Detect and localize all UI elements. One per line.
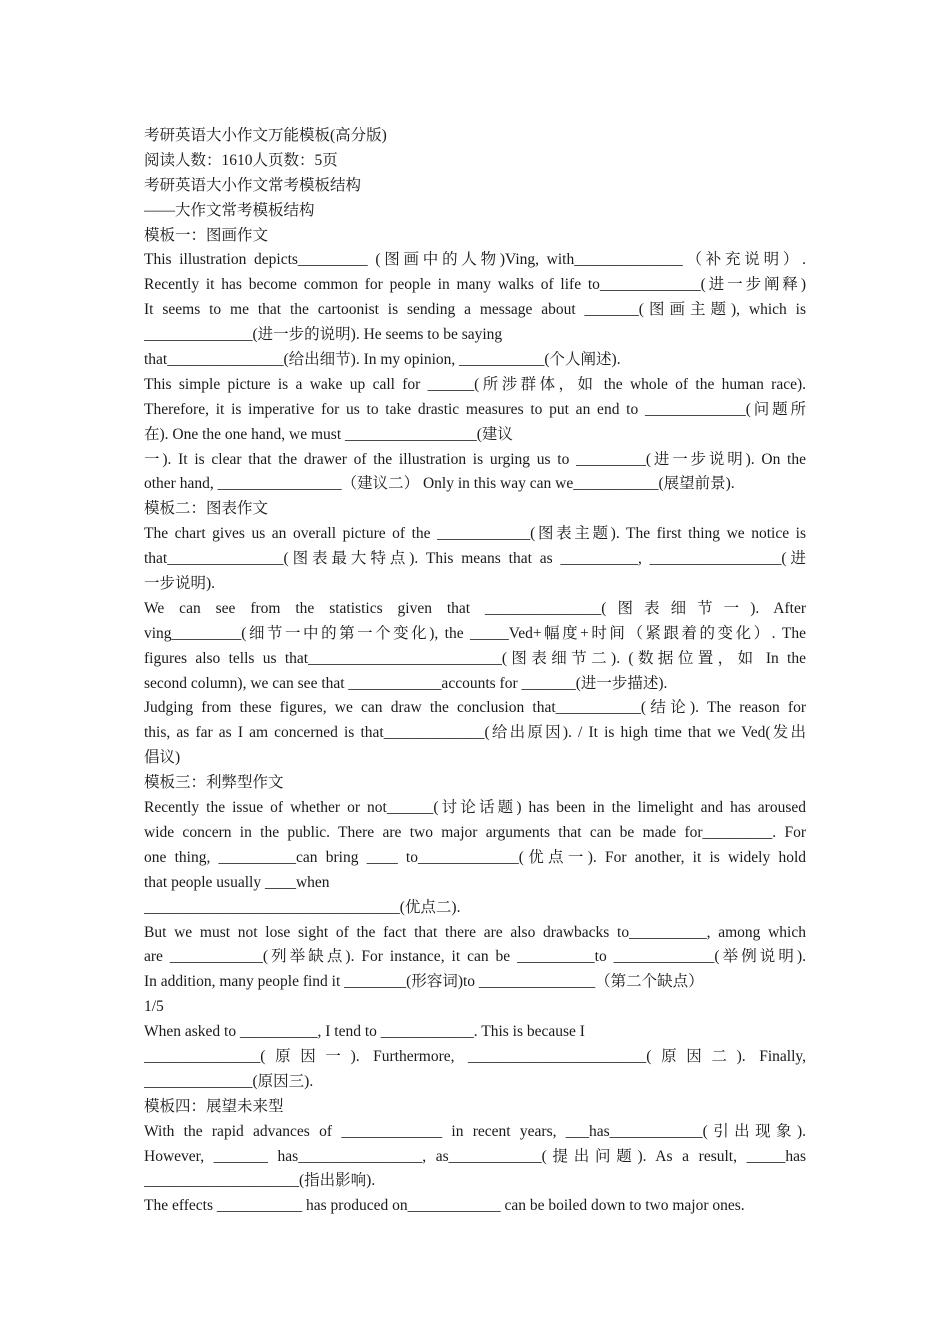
text-line: figures also tells us that_________________________(图表细节二). (数据位置，如 In the <box>144 649 806 667</box>
text-line: Recently it has become common for people in many walks of life to_____________(进一步阐释) <box>144 276 806 294</box>
text-line: 倡议) <box>144 749 181 767</box>
text-line: 模板四：展望未来型 <box>144 1097 284 1115</box>
text-line: ____________________(指出影响). <box>144 1172 376 1190</box>
text-line: ______________(进一步的说明). He seems to be saying <box>144 326 503 344</box>
text-line: second column), we can see that ____________accounts for _______(进一步描述). <box>144 674 668 692</box>
text-line: this, as far as I am concerned is that_____________(给出原因). / It is high time that we Ved(发出 <box>144 724 806 742</box>
text-line: 在). One the one hand, we must _________________(建议 <box>144 425 513 443</box>
text-line: It seems to me that the cartoonist is sending a message about _______(图画主题), which is <box>144 301 806 319</box>
text-line: This simple picture is a wake up call for ______(所涉群体，如 the whole of the human race). <box>144 375 806 393</box>
text-line: one thing, __________can bring ____ to_____________(优点一). For another, it is widely hold <box>144 848 806 866</box>
text-line: In addition, many people find it ________(形容词)to _______________（第二个缺点） <box>144 973 704 991</box>
text-line: 一). It is clear that the drawer of the illustration is urging us to _________(进一步说明). On the <box>144 450 806 468</box>
text-line: ving_________(细节一中的第一个变化), the _____Ved+幅度+时间（紧跟着的变化）. The <box>144 624 806 642</box>
text-line: 考研英语大小作文常考模板结构 <box>144 176 362 194</box>
text-line: Judging from these figures, we can draw the conclusion that___________(结论). The reason for <box>144 699 806 717</box>
text-line: ——大作文常考模板结构 <box>144 201 315 219</box>
text-line: wide concern in the public. There are two major arguments that can be made for_________. For <box>144 823 806 841</box>
document-title: 考研英语大小作文万能模板(高分版) <box>144 127 387 144</box>
text-line: When asked to __________, I tend to ____________. This is because I <box>144 1023 585 1041</box>
text-line: _________________________________(优点二). <box>144 898 461 916</box>
text-line: But we must not lose sight of the fact that there are also drawbacks to__________, among which <box>144 923 806 941</box>
text-line: We can see from the statistics given that _______________(图表细节一). After <box>144 599 806 617</box>
text-line: The chart gives us an overall picture of the ____________(图表主题). The first thing we notice is <box>144 525 806 543</box>
text-line: are ____________(列举缺点). For instance, it can be __________to _____________(举例说明). <box>144 948 806 966</box>
text-line: With the rapid advances of _____________ in recent years, ___has____________(引出现象). <box>144 1122 806 1140</box>
text-line: ______________(原因三). <box>144 1072 314 1090</box>
text-line: Recently the issue of whether or not______(讨论话题) has been in the limelight and has aroused <box>144 799 806 817</box>
text-line: 1/5 <box>144 998 164 1016</box>
text-line: 模板二：图表作文 <box>144 500 269 518</box>
text-line: other hand, ________________（建议二） Only in this way can we___________(展望前景). <box>144 475 735 493</box>
text-line: 阅读人数：1610人页数：5页 <box>144 151 338 169</box>
text-line: 模板一：图画作文 <box>144 226 269 244</box>
text-line: that_______________(图表最大特点). This means that as __________, _________________(进 <box>144 550 806 568</box>
text-line: Therefore, it is imperative for us to take drastic measures to put an end to _____________(问题所 <box>144 400 806 418</box>
text-line: The effects ___________ has produced on____________ can be boiled down to two major ones. <box>144 1197 745 1215</box>
text-line: This illustration depicts_________ (图画中的人物)Ving, with______________（补充说明）. <box>144 251 806 269</box>
text-line: _______________(原因一). Furthermore, _______________________(原因二). Finally, <box>144 1047 806 1065</box>
text-line: that_______________(给出细节). In my opinion, ___________(个人阐述). <box>144 351 621 369</box>
text-line: 一步说明). <box>144 575 216 593</box>
text-line: 模板三：利弊型作文 <box>144 774 284 792</box>
document-body <box>144 124 806 1219</box>
text-line: However, _______ has________________, as____________(提出问题). As a result, _____has <box>144 1147 806 1165</box>
text-line: that people usually ____when <box>144 873 330 891</box>
